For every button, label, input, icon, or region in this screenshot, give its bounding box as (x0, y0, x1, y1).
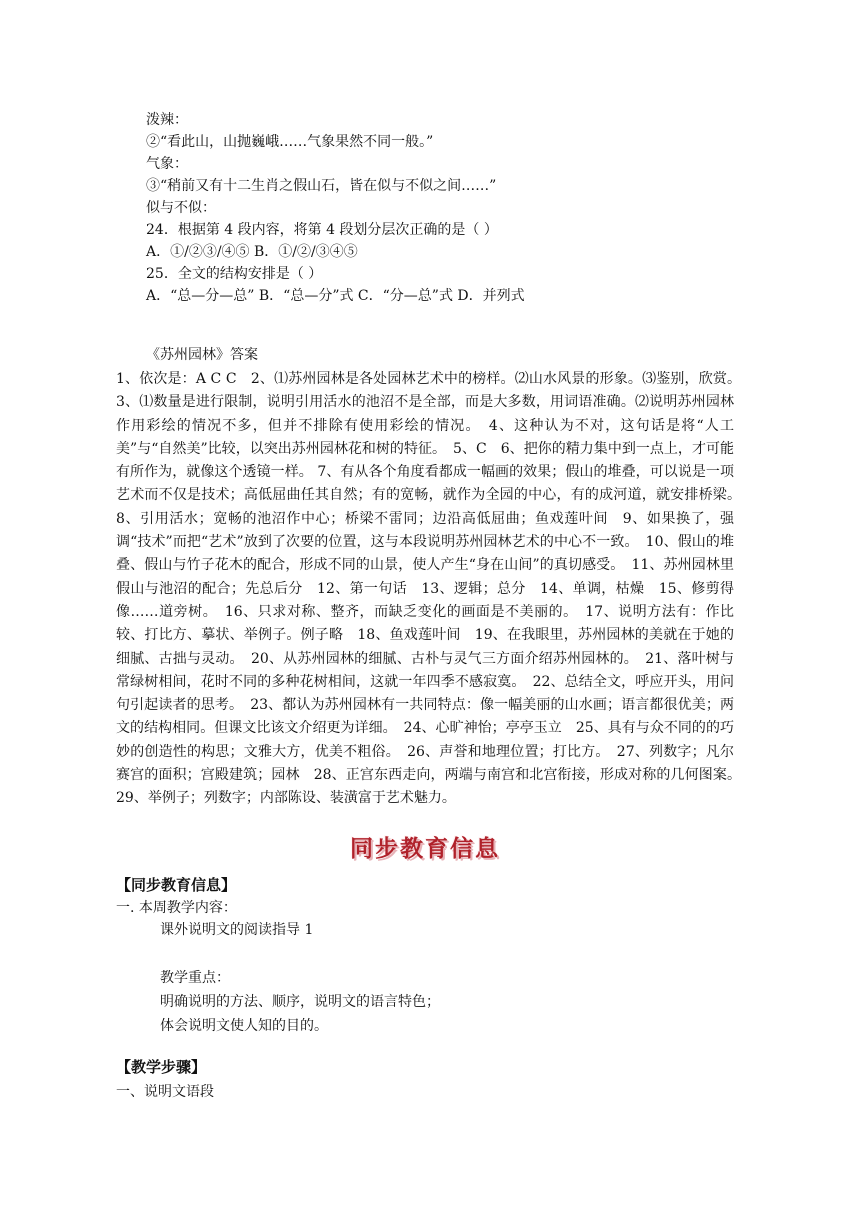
question-24: 24．根据第 4 段内容，将第 4 段划分层次正确的是（ ） (146, 222, 498, 238)
question-line: ③“稍前又有十二生肖之假山石，皆在似与不似之间……” (146, 178, 497, 194)
answers-body: 1、依次是：A C C 2、⑴苏州园林是各处园林艺术中的榜样。⑵山水风景的形象。⑶鉴别，欣赏。 3、⑴数量是进行限制，说明引用活水的池沼不是全部，而是大多数，用词语准确。⑵说明苏州园林作用彩绘的情况不多，但并不排除有使用彩绘的情况。 4、这种认为不对，这句话是将“人工美”与“自然美”比较，以突出苏州园林花和树的特征。 5、C 6、把你的精力集中到一点上，才可能有所作为，就像这个透镜一样。 7、有从各个角度看都成一幅画的效果；假山的堆叠，可以说是一项艺术而不仅是技术；高低屈曲任其自然；有的宽畅，就作为全园的中心，有的成河道，就安排桥梁。 8、引用活水；宽畅的池沼作中心；桥梁不雷同；边沿高低屈曲；鱼戏莲叶间 9、如果换了，强调“技术”而把“艺术”放到了次要的位置，这与本段说明苏州园林艺术的中心不一致。 10、假山的堆叠、假山与竹子花木的配合，形成不同的山景，使人产生“身在山间”的真切感受。 11、苏州园林里假山与池沼的配合；先总后分 12、第一句话 13、逻辑；总分 14、单调，枯燥 15、修剪得像……道旁树。 16、只求对称、整齐，而缺乏变化的画面是不美丽的。 17、说明方法有：作比较、打比方、摹状、举例子。例子略 18、鱼戏莲叶间 19、在我眼里，苏州园林的美就在于她的细腻、古拙与灵动。 20、从苏州园林的细腻、古朴与灵气三方面介绍苏州园林的。 21、落叶树与常绿树相间，花时不同的多种花树相间，这就一年四季不感寂寞。 22、总结全文，呼应开头，用问句引起读者的思考。 23、都认为苏州园林有一共同特点：像一幅美丽的山水画；语言都很优美；两文的结构相同。但课文比该文介绍更为详细。 24、心旷神怡；亭亭玉立 25、具有与众不同的的巧妙的创造性的构思；文雅大方，优美不粗俗。 26、声誉和地理位置；打比方。 27、列数字；凡尔赛宫的面积；宫殿建筑；园林 28、正宫东西走向，两端与南宫和北宫衔接，形成对称的几何图案。 29、举例子；列数字；内部陈设、装潢富于艺术魅力。 (116, 371, 748, 807)
focus-item: 体会说明文使人知的目的。 (160, 1018, 328, 1034)
section-banner (330, 830, 520, 862)
steps-heading: 【教学步骤】 (116, 1058, 207, 1076)
banner-text: 同步教育信息 (350, 835, 500, 862)
question-line: 泼辣： (146, 112, 188, 128)
question-25: 25．全文的结构安排是（ ） (146, 266, 323, 282)
answers-title: 《苏州园林》答案 (146, 347, 258, 363)
sync-info-content: 课外说明文的阅读指导 1 (160, 922, 314, 938)
question-line: 气象： (146, 156, 188, 172)
question-line: ②“看此山，山抛巍峨……气象果然不同一般。” (146, 134, 434, 150)
sync-info-heading: 【同步教育信息】 (116, 876, 237, 894)
sync-info-item: 一. 本周教学内容： (116, 900, 237, 916)
question-25-options: A．“总—分—总” B．“总—分”式 C．“分—总”式 D．并列式 (146, 288, 525, 304)
focus-label: 教学重点： (160, 970, 230, 986)
question-24-options: A．①/②③/④⑤ B．①/②/③④⑤ (146, 244, 358, 260)
question-line: 似与不似： (146, 200, 216, 216)
focus-item: 明确说明的方法、顺序，说明文的语言特色； (160, 994, 440, 1010)
steps-item: 一、说明文语段 (116, 1084, 214, 1100)
